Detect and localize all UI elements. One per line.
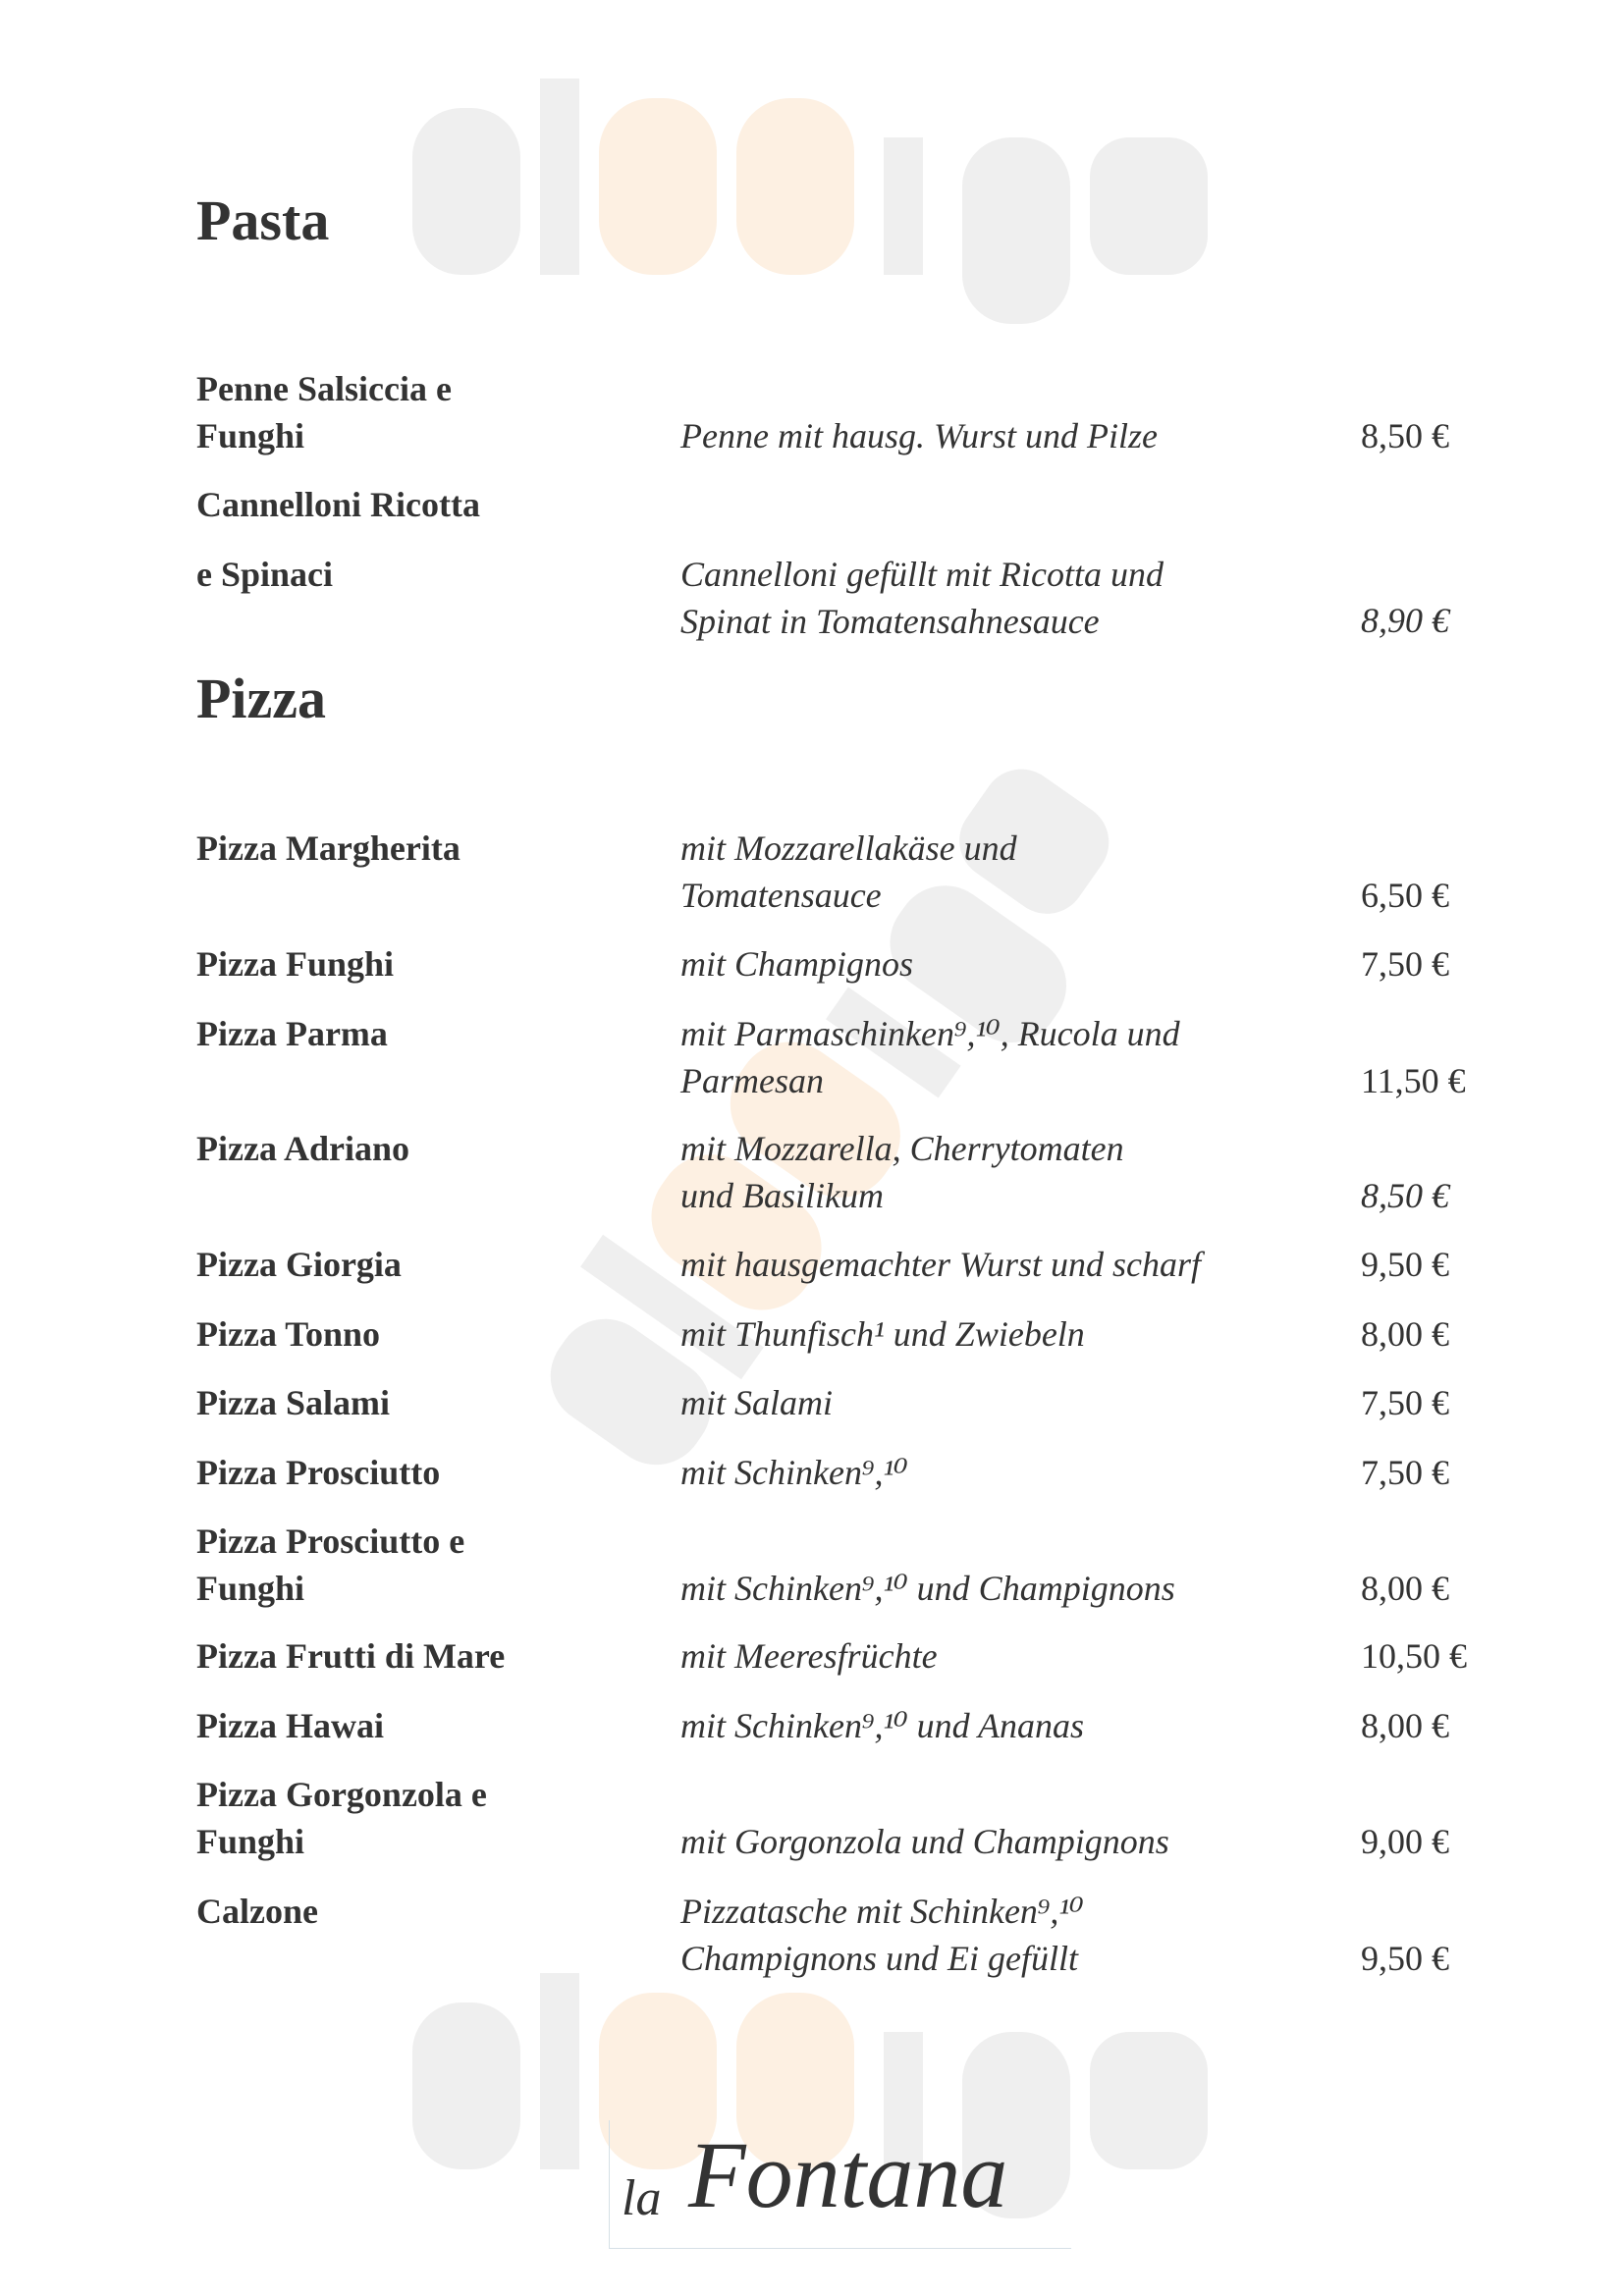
menu-item-description: Pizzatasche mit Schinken⁹,¹⁰ Champignons und Ei gefüllt — [680, 1892, 1084, 1978]
menu-item-name: Pizza Prosciutto e Funghi — [196, 1522, 465, 1608]
menu-item-name: Penne Salsiccia e Funghi — [196, 369, 452, 455]
section-title-pasta: Pasta — [196, 188, 330, 252]
menu-item-name: Calzone — [196, 1892, 318, 1931]
menu-item-description: Penne mit hausg. Wurst und Pilze — [680, 416, 1158, 455]
watermark-top — [412, 69, 1218, 324]
menu-item-price: 7,50 € — [1361, 944, 1449, 984]
logo-article: la — [622, 2170, 662, 2226]
menu-item-description: mit Mozzarellakäse und Tomatensauce — [680, 828, 1017, 915]
menu-item-name: Pizza Gorgonzola e Funghi — [196, 1775, 487, 1861]
menu-item-price: 6,50 € — [1361, 876, 1449, 915]
menu-item-price: 8,50 € — [1361, 416, 1449, 455]
menu-item-description: Cannelloni gefüllt mit Ricotta und Spinat in Tomatensahnesauce — [680, 555, 1164, 641]
menu-item-description: mit Salami — [680, 1383, 834, 1422]
menu-item-description: mit hausgemachter Wurst und scharf — [680, 1245, 1201, 1284]
restaurant-logo — [609, 2120, 1071, 2249]
menu-item-description: mit Meeresfrüchte — [680, 1636, 938, 1676]
logo-name: Fontana — [688, 2122, 1008, 2227]
menu-item-name: Pizza Parma — [196, 1014, 388, 1053]
menu-item-name: Pizza Tonno — [196, 1314, 381, 1354]
menu-item-description: mit Schinken⁹,¹⁰ und Ananas — [680, 1706, 1085, 1745]
menu-item-price: 8,00 € — [1361, 1569, 1449, 1608]
menu-item-name: Pizza Frutti di Mare — [196, 1636, 506, 1676]
menu-item-description: mit Schinken⁹,¹⁰ — [680, 1453, 908, 1492]
menu-item-name: Pizza Giorgia — [196, 1245, 402, 1284]
menu-item-name: Pizza Margherita — [196, 828, 460, 868]
menu-item-price: 8,90 € — [1361, 601, 1449, 640]
menu-item-description: mit Parmaschinken⁹,¹⁰, Rucola und Parmesan — [680, 1014, 1180, 1100]
menu-item-description: mit Thunfisch¹ und Zwiebeln — [680, 1314, 1085, 1354]
menu-item-description: mit Schinken⁹,¹⁰ und Champignons — [680, 1569, 1175, 1608]
menu-item-description: mit Mozzarella, Cherrytomaten und Basilikum — [680, 1129, 1124, 1215]
section-title-pizza: Pizza — [196, 667, 327, 730]
menu-item-price: 9,50 € — [1361, 1939, 1449, 1978]
menu-item-description: mit Champignos — [680, 944, 914, 984]
menu-item-name: e Spinaci — [196, 555, 334, 594]
menu-item-price: 8,00 € — [1361, 1314, 1449, 1354]
menu-item-price: 9,00 € — [1361, 1822, 1449, 1861]
menu-item-name: Pizza Funghi — [196, 944, 395, 984]
menu-item-price: 7,50 € — [1361, 1383, 1449, 1422]
menu-item-name: Cannelloni Ricotta — [196, 485, 481, 524]
menu-item-name: Pizza Salami — [196, 1383, 390, 1422]
menu-item-price: 10,50 € — [1361, 1636, 1467, 1676]
menu-item-name: Pizza Adriano — [196, 1129, 409, 1168]
menu-item-name: Pizza Hawai — [196, 1706, 384, 1745]
menu-item-description: mit Gorgonzola und Champignons — [680, 1822, 1169, 1861]
menu-item-price: 8,50 € — [1361, 1176, 1449, 1215]
menu-item-price: 9,50 € — [1361, 1245, 1449, 1284]
menu-item-name: Pizza Prosciutto — [196, 1453, 441, 1492]
menu-item-price: 11,50 € — [1361, 1061, 1466, 1100]
menu-item-price: 8,00 € — [1361, 1706, 1449, 1745]
menu-item-price: 7,50 € — [1361, 1453, 1449, 1492]
